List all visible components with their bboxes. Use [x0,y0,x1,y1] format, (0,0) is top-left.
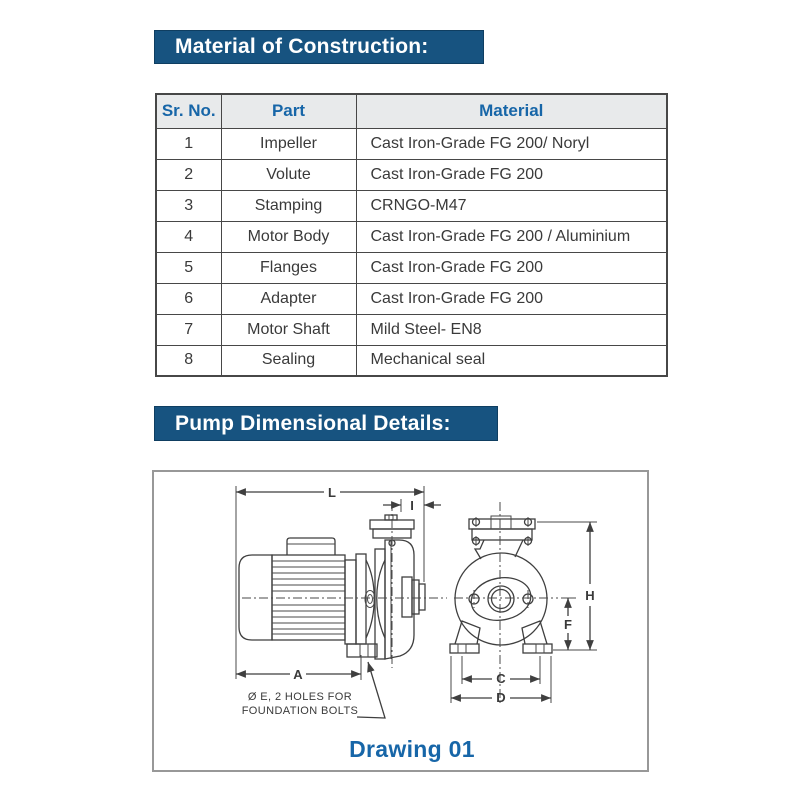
pump-dimensional-drawing [154,472,647,770]
note-line-2: FOUNDATION BOLTS [241,705,359,717]
drawing-caption: Drawing 01 [349,736,475,762]
dim-label-A: A [293,667,303,682]
cell-material: Cast Iron-Grade FG 200 [356,159,667,190]
table-row [156,252,667,283]
cell-sr: 3 [156,190,221,221]
cell-material: Mild Steel- EN8 [356,314,667,345]
dim-label-L: L [328,485,336,500]
cell-part: Sealing [221,345,356,376]
material-section-header [154,30,484,64]
dim-label-C: C [496,671,506,686]
dim-label-H: H [585,588,595,603]
cell-part: Impeller [221,128,356,159]
material-section-title: Material of Construction: [175,35,429,58]
cell-sr: 2 [156,159,221,190]
pump-side-view [239,502,447,668]
dimension-lines [236,485,597,705]
cell-part: Volute [221,159,356,190]
cell-material: Cast Iron-Grade FG 200 [356,283,667,314]
cell-sr: 1 [156,128,221,159]
dim-label-I: I [410,498,414,513]
cell-sr: 4 [156,221,221,252]
materials-table [155,93,668,377]
cell-part: Motor Shaft [221,314,356,345]
table-row [156,283,667,314]
drawing-box [152,470,649,772]
cell-material: Cast Iron-Grade FG 200/ Noryl [356,128,667,159]
col-header-material: Material [356,94,667,128]
col-header-part: Part [221,94,356,128]
table-row [156,314,667,345]
table-row [156,128,667,159]
cell-material: Cast Iron-Grade FG 200 / Aluminium [356,221,667,252]
cell-part: Stamping [221,190,356,221]
dim-label-F: F [564,617,572,632]
table-row [156,345,667,376]
cell-material: Cast Iron-Grade FG 200 [356,252,667,283]
cell-sr: 8 [156,345,221,376]
cell-material: Mechanical seal [356,345,667,376]
cell-part: Adapter [221,283,356,314]
foundation-bolt-note [242,662,385,718]
table-row [156,159,667,190]
cell-part: Motor Body [221,221,356,252]
table-row [156,221,667,252]
dimensional-section-title: Pump Dimensional Details: [175,411,451,435]
cell-material: CRNGO-M47 [356,190,667,221]
cell-part: Flanges [221,252,356,283]
dim-label-D: D [496,690,506,705]
dimensional-section-header [154,406,498,441]
col-header-sr: Sr. No. [156,94,221,128]
cell-sr: 7 [156,314,221,345]
cell-sr: 6 [156,283,221,314]
table-header-row [156,94,667,128]
table-row [156,190,667,221]
cell-sr: 5 [156,252,221,283]
note-line-1: Ø E, 2 HOLES FOR [247,691,353,703]
